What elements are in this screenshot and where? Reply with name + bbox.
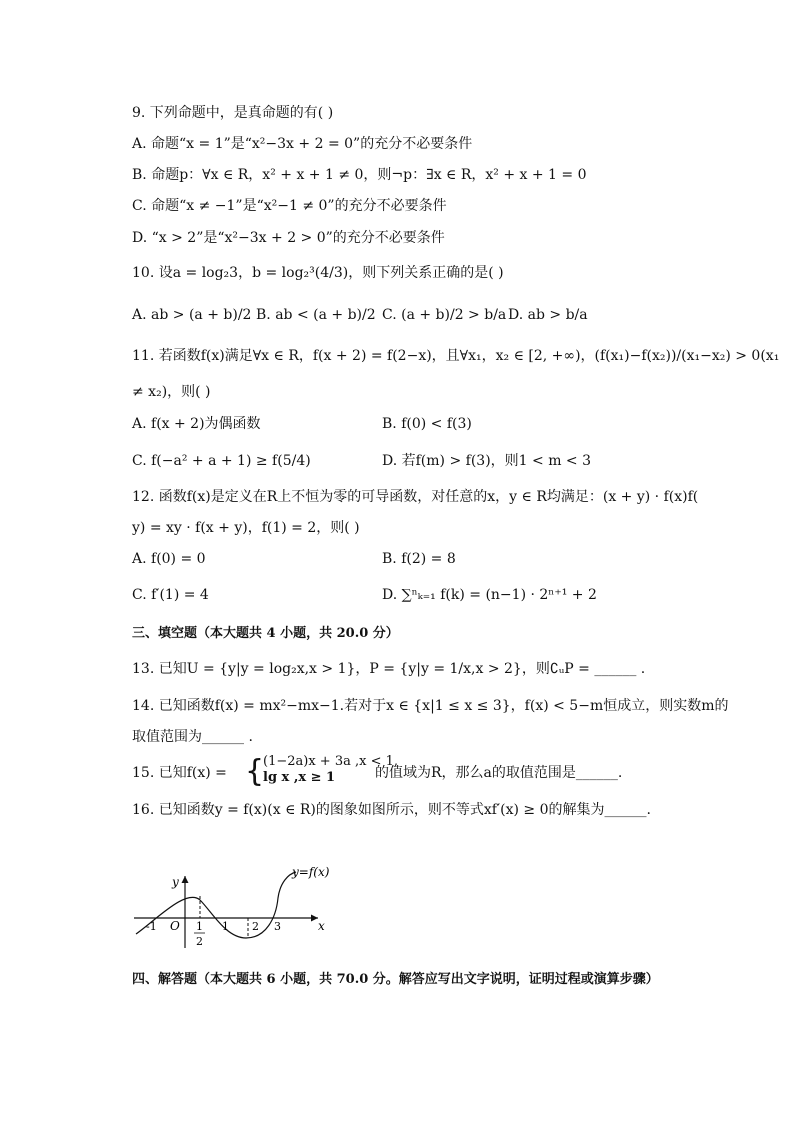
q15-prefix: 15. 已知f(x) = bbox=[132, 765, 227, 781]
q15-case-1: (1−2a)x + 3a ,x < 1, bbox=[263, 754, 398, 769]
q10-option-b: B. ab < (a + b)/2 bbox=[256, 307, 376, 323]
function-curve bbox=[136, 872, 296, 938]
q12-stem-line2: y) = xy · f(x + y)，f(1) = 2，则( ) bbox=[132, 520, 360, 536]
q12-option-c: C. f′(1) = 4 bbox=[132, 587, 209, 603]
section-3-heading: 三、填空题（本大题共 4 小题，共 20.0 分） bbox=[132, 626, 399, 641]
q10-stem: 10. 设a = log₂3，b = log₂³(4/3)，则下列关系正确的是( ) bbox=[132, 265, 504, 281]
q11-option-a: A. f(x + 2)为偶函数 bbox=[132, 416, 261, 432]
tick-label-half-denominator: 2 bbox=[196, 935, 203, 948]
x-axis-label: x bbox=[318, 919, 325, 933]
question-16: 16. 已知函数y = f(x)(x ∈ R)的图象如图所示，则不等式xf′(x) ≥ 0的解集为______. bbox=[132, 802, 651, 818]
q10-option-d: D. ab > b/a bbox=[508, 307, 588, 323]
q11-stem-line2: ≠ x₂)，则( ) bbox=[132, 384, 211, 400]
q12-option-d: D. ∑ⁿₖ₌₁ f(k) = (n−1) · 2ⁿ⁺¹ + 2 bbox=[382, 587, 597, 603]
q15-brace: { bbox=[245, 754, 265, 789]
q11-stem-line1: 11. 若函数f(x)满足∀x ∈ R，f(x + 2) = f(2−x)，且∀x₁，x₂ ∈ [2, +∞)，(f(x₁)−f(x₂))/(x₁−x₂) > 0(x₁ bbox=[132, 348, 780, 364]
q9-stem: 9. 下列命题中，是真命题的有( ) bbox=[132, 105, 334, 121]
q10-option-c: C. (a + b)/2 > b/a bbox=[382, 307, 507, 323]
tick-label-2: 2 bbox=[252, 920, 259, 933]
section-4-heading: 四、解答题（本大题共 6 小题，共 70.0 分。解答应写出文字说明，证明过程或演算步骤） bbox=[132, 972, 659, 987]
question-13: 13. 已知U = {y|y = log₂x,x > 1}，P = {y|y = 1/x,x > 2}，则∁ᵤP = ______ . bbox=[132, 661, 646, 677]
q12-option-a: A. f(0) = 0 bbox=[132, 551, 206, 567]
function-graph bbox=[128, 858, 348, 953]
y-axis-label: y bbox=[172, 875, 179, 889]
tick-label-half-numerator: 1 bbox=[196, 920, 203, 933]
q12-option-b: B. f(2) = 8 bbox=[382, 551, 456, 567]
q15-suffix: 的值域为R，那么a的取值范围是______. bbox=[375, 765, 623, 781]
origin-label: O bbox=[170, 919, 180, 933]
q11-option-b: B. f(0) < f(3) bbox=[382, 416, 472, 432]
q9-option-a: A. 命题“x = 1”是“x²−3x + 2 = 0”的充分不必要条件 bbox=[132, 136, 473, 152]
q14-line2: 取值范围为______ . bbox=[132, 729, 253, 745]
q14-line1: 14. 已知函数f(x) = mx²−mx−1.若对于x ∈ {x|1 ≤ x ≤ 3}，f(x) < 5−m恒成立，则实数m的 bbox=[132, 698, 729, 714]
tick-label-3: 3 bbox=[274, 920, 281, 933]
q9-option-c: C. 命题“x ≠ −1”是“x²−1 ≠ 0”的充分不必要条件 bbox=[132, 198, 447, 214]
function-label: y=f(x) bbox=[292, 865, 330, 879]
q9-option-b: B. 命题p：∀x ∈ R，x² + x + 1 ≠ 0，则¬p：∃x ∈ R，x² + x + 1 = 0 bbox=[132, 167, 587, 183]
tick-label-neg1: -1 bbox=[146, 920, 157, 933]
q11-option-d: D. 若f(m) > f(3)，则1 < m < 3 bbox=[382, 453, 592, 469]
q11-option-c: C. f(−a² + a + 1) ≥ f(5/4) bbox=[132, 453, 311, 469]
q12-stem-line1: 12. 函数f(x)是定义在R上不恒为零的可导函数，对任意的x，y ∈ R均满足：(x + y) · f(x)f( bbox=[132, 489, 699, 505]
q15-case-2: lg x ,x ≥ 1 bbox=[263, 770, 336, 785]
q9-option-d: D. “x > 2”是“x²−3x + 2 > 0”的充分不必要条件 bbox=[132, 230, 445, 246]
tick-label-1: 1 bbox=[222, 920, 229, 933]
q10-option-a: A. ab > (a + b)/2 bbox=[132, 307, 252, 323]
